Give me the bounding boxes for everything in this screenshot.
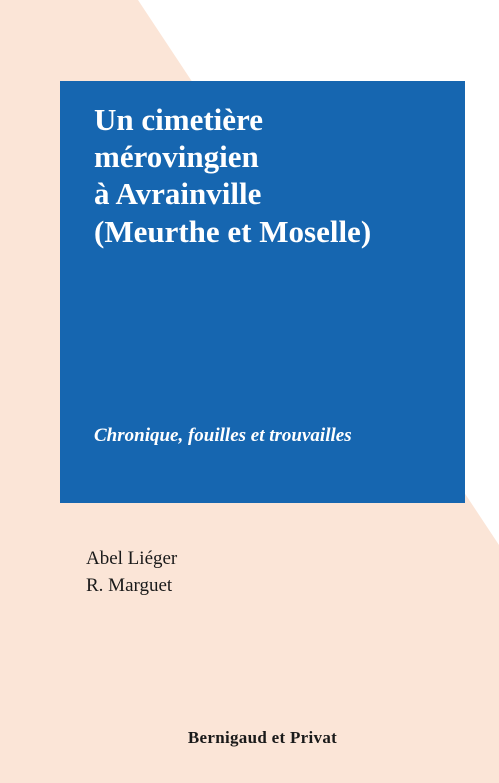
book-title-line: mérovingien — [94, 139, 259, 175]
author-list — [86, 545, 177, 599]
publisher-name: Bernigaud et Privat — [187, 728, 338, 747]
book-title-line: (Meurthe et Moselle) — [94, 213, 372, 249]
author-name: R. Marguet — [86, 575, 173, 596]
book-title — [94, 101, 437, 250]
book-title-line: Un cimetière — [94, 102, 263, 137]
title-panel — [60, 81, 465, 503]
book-subtitle: Chronique, fouilles et trouvailles — [94, 425, 352, 446]
author-name: Abel Liéger — [86, 548, 178, 569]
book-title-line: à Avrainville — [94, 176, 262, 212]
